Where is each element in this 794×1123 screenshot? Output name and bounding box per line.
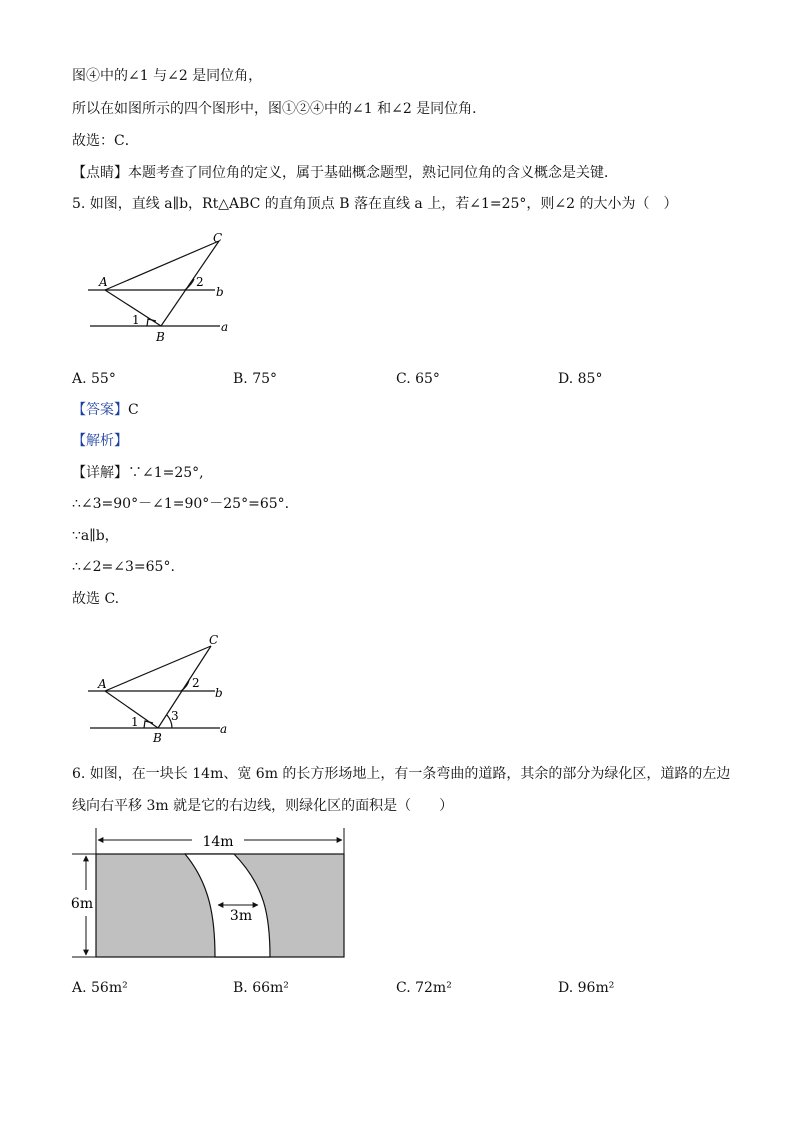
label-angle-1: 1 [131, 715, 139, 729]
length-label: 14m [202, 834, 234, 850]
q6-stem-line-1: 6. 如图，在一块长 14m、宽 6m 的长方形场地上，有一条弯曲的道路，其余的部分为绿化区，道路的左边 [72, 766, 731, 782]
label-C: C [209, 633, 219, 647]
q5-option-c: C. 65° [396, 371, 440, 387]
q6-option-c: C. 72m² [396, 980, 452, 996]
label-line-a: a [221, 320, 229, 334]
answer-value: C [128, 402, 139, 418]
comment-text: 本题考查了同位角的定义，属于基础概念题型，熟记同位角的含义概念是关键． [128, 165, 618, 181]
q6-option-b: B. 66m² [233, 980, 289, 996]
q5-solution-figure [80, 628, 250, 748]
label-line-a: a [220, 722, 228, 736]
solution-line-4: 故选 C. [72, 591, 120, 607]
detail-tag: 【详解】 [72, 465, 128, 481]
q5-option-d: D. 85° [558, 371, 603, 387]
prev-line-2: 所以在如图所示的四个图形中，图①②④中的∠1 和∠2 是同位角． [72, 101, 487, 117]
detail-line-1 [72, 463, 204, 483]
label-line-b: b [216, 285, 224, 299]
solution-line-1: ∴∠3=90°－∠1=90°－25°=65°. [72, 496, 290, 512]
label-A: A [99, 275, 108, 289]
label-B: B [156, 330, 165, 344]
label-line-b: b [215, 686, 223, 700]
segment-BC [158, 646, 211, 728]
label-angle-3: 3 [171, 709, 179, 723]
comment-tag: 【点睛】 [72, 165, 128, 181]
detail-text: ∵∠1=25°, [128, 465, 204, 481]
label-A: A [98, 677, 107, 691]
answer-tag: 【答案】 [72, 402, 128, 418]
q6-stem-line-2: 线向右平移 3m 就是它的右边线，则绿化区的面积是（ ） [72, 798, 454, 814]
q5-option-a: A. 55° [72, 371, 116, 387]
q5-figure [80, 228, 250, 348]
prev-line-3: 故选：C． [72, 133, 139, 149]
q5-option-b: B. 75° [233, 371, 278, 387]
analysis-tag: 【解析】 [72, 433, 128, 449]
shift-label: 3m [229, 908, 253, 924]
label-angle-2: 2 [192, 676, 200, 690]
prev-line-1: 图④中的∠1 与∠2 是同位角， [72, 68, 263, 84]
label-angle-1: 1 [132, 313, 140, 327]
prev-comment [72, 163, 618, 183]
label-C: C [213, 231, 223, 245]
q6-option-d: D. 96m² [558, 980, 615, 996]
width-label: 6m [70, 896, 94, 912]
q5-stem: 5. 如图，直线 a∥b，Rt△ABC 的直角顶点 B 落在直线 a 上，若∠1=25°，则∠2 的大小为（ ） [72, 196, 678, 212]
label-angle-2: 2 [196, 275, 204, 289]
q6-option-a: A. 56m² [72, 980, 128, 996]
q6-figure [68, 826, 358, 966]
q5-answer [72, 400, 139, 420]
right-angle-mark [144, 721, 153, 728]
solution-line-2: ∵a∥b， [72, 528, 119, 544]
solution-line-3: ∴∠2=∠3=65°. [72, 559, 175, 575]
label-B: B [153, 731, 162, 745]
